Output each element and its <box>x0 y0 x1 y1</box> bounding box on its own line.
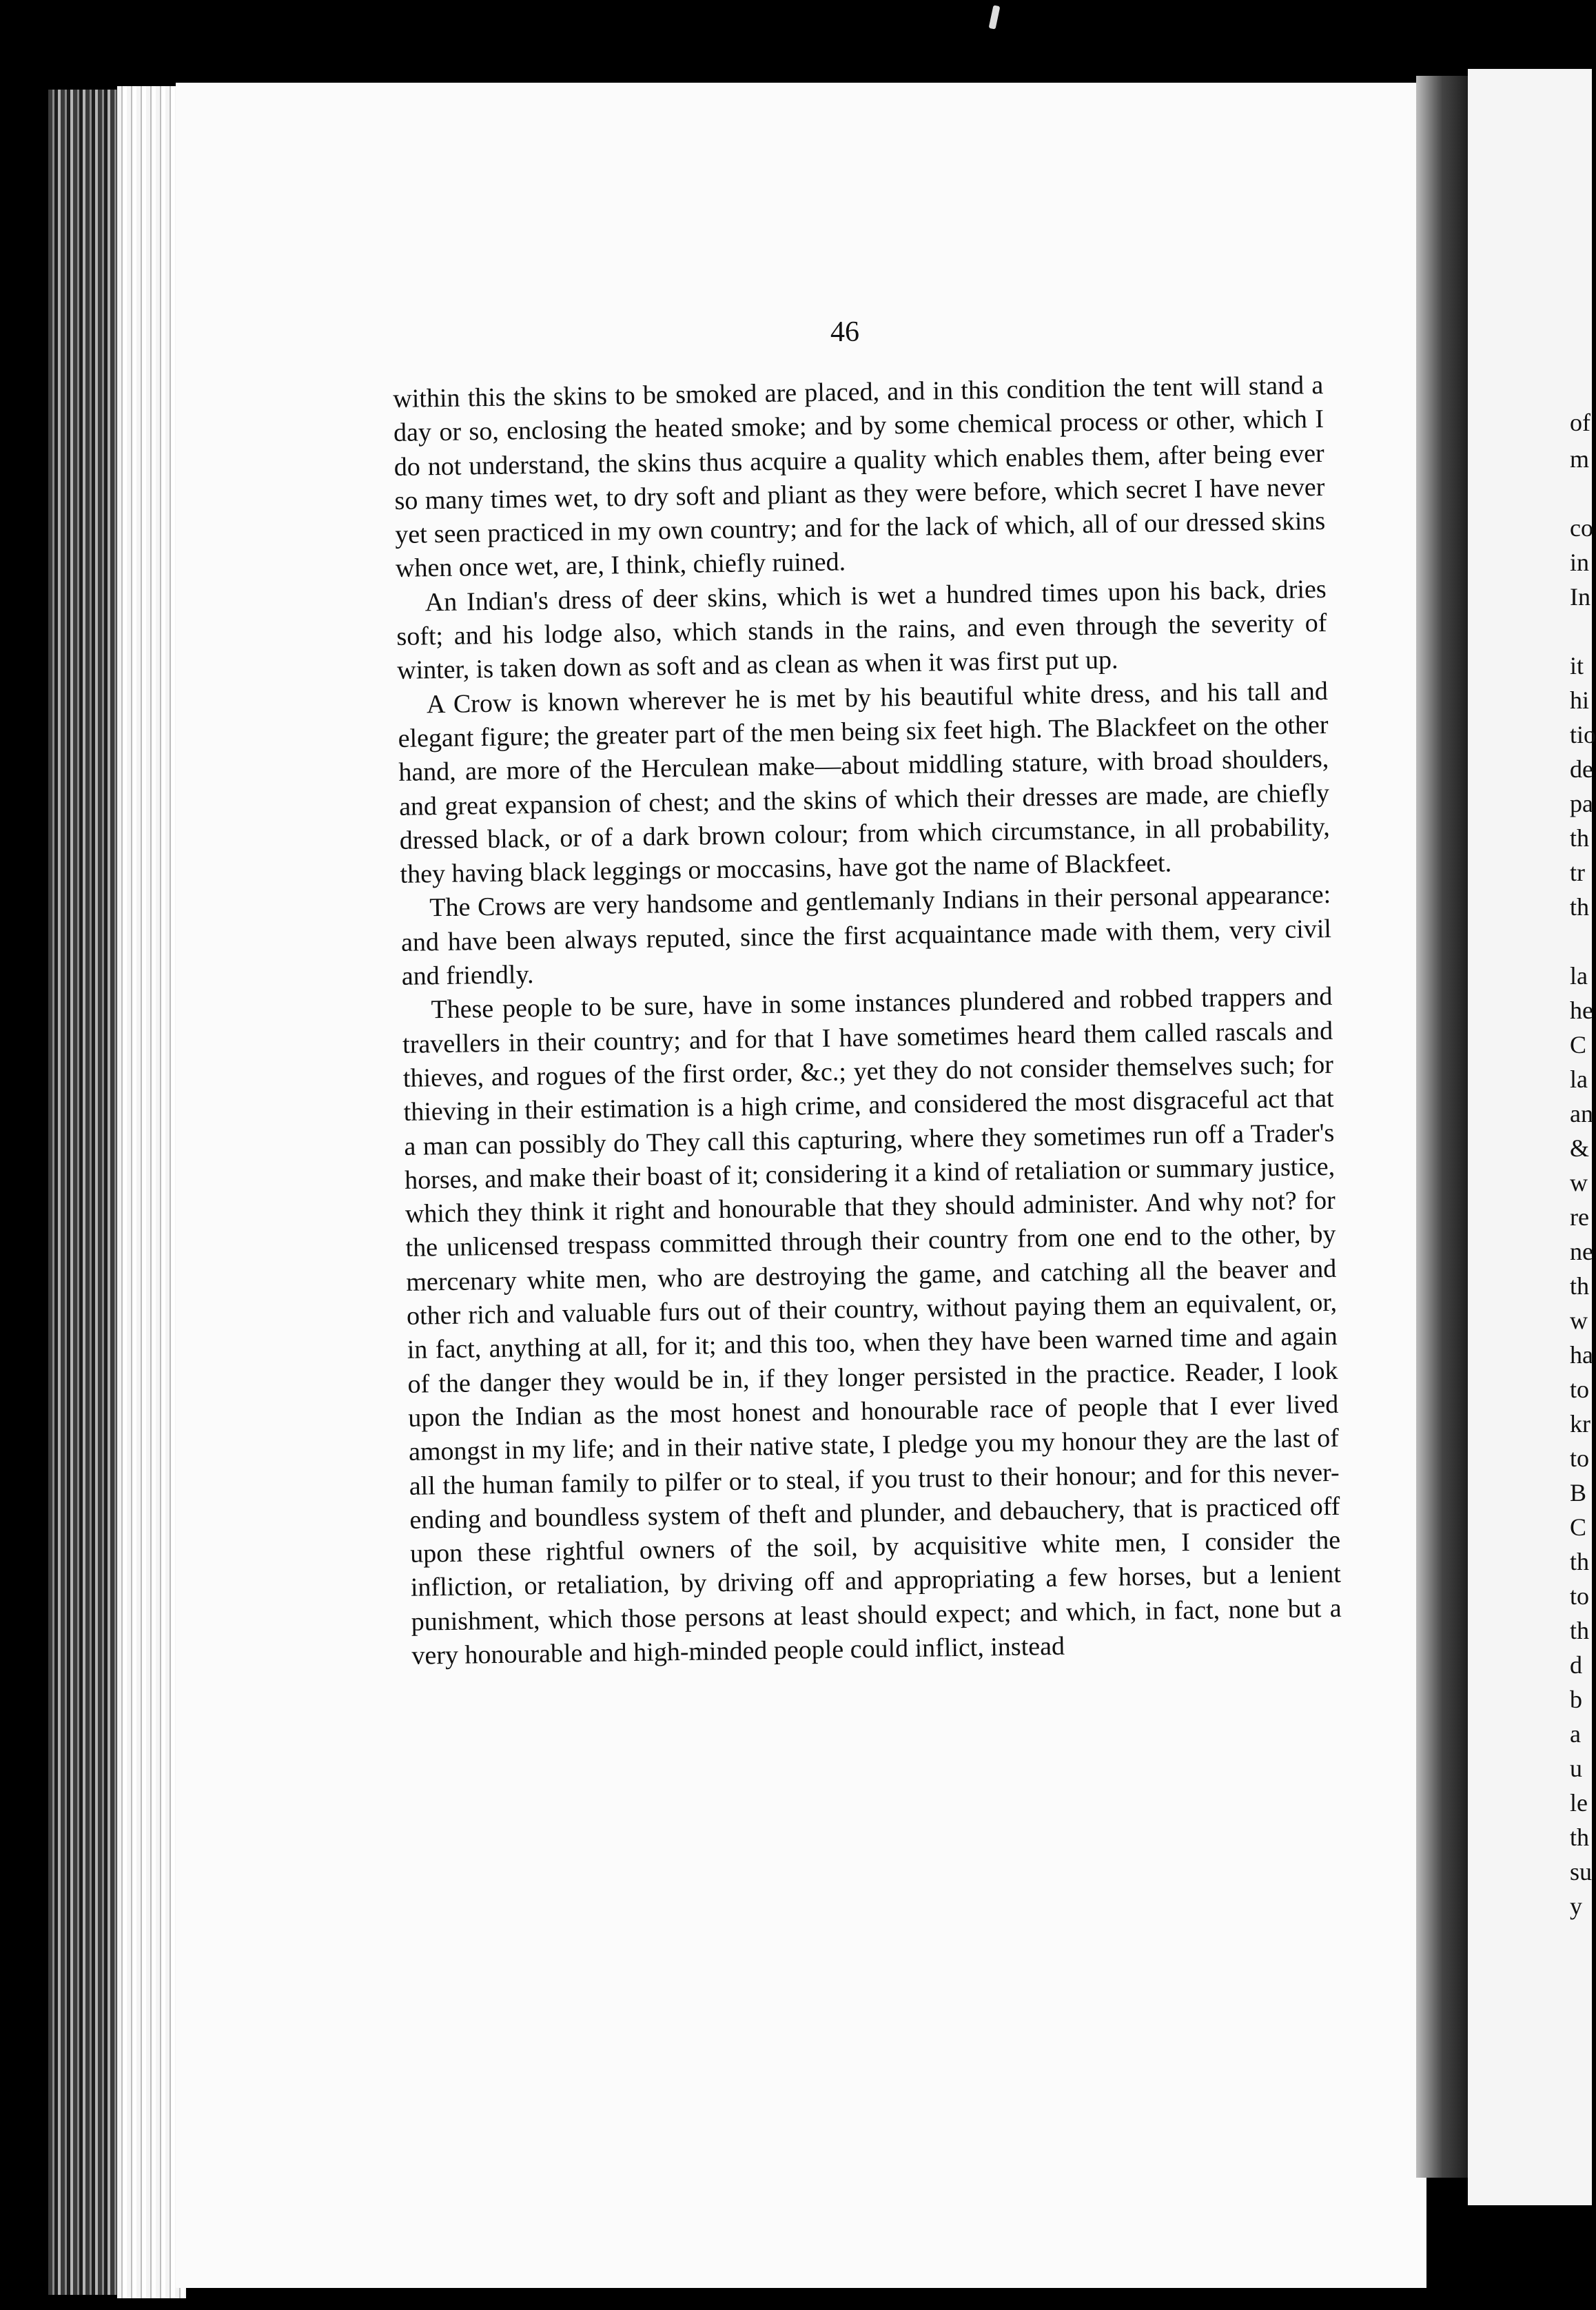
facing-page-fragment: kr <box>1570 1410 1590 1438</box>
book-gutter <box>1416 76 1475 2178</box>
facing-page-fragment: su <box>1570 1858 1593 1885</box>
page-body <box>393 369 1342 1673</box>
facing-page-fragment: C <box>1570 1513 1587 1541</box>
facing-page-fragment: d <box>1570 1651 1582 1679</box>
facing-page-fragment: y <box>1570 1892 1582 1920</box>
facing-page-fragment: to <box>1570 1444 1590 1472</box>
facing-page-fragment: In <box>1570 583 1590 611</box>
facing-page-fragment: B <box>1570 1479 1587 1506</box>
facing-page-fragment: in <box>1570 549 1590 576</box>
facing-page-fragment: an <box>1570 1100 1593 1127</box>
facing-page-fragment: it <box>1570 652 1584 679</box>
paragraph-4: The Crows are very handsome and gentlemanly Indians in their personal appearance: and have been always reputed, since the first acquaintance made with them, very civil and friendly. <box>400 880 1332 991</box>
facing-page-fragment: w <box>1570 1169 1588 1196</box>
paragraph-1: within this the skins to be smoked are placed, and in this condition the tent will stand a day or so, enclosing the heated smoke; and by some chemical process or other, which I do not understand, the skins thus acquire a quality which enables them, after being ever so many times wet, to dry soft and pliant as they were before, which secret I have never yet seen practiced in my own country; and for the lack of which, all of our dressed skins when once wet, are, I think, chiefly ruined. <box>393 370 1326 584</box>
facing-page-fragment: of <box>1570 409 1590 436</box>
paragraph-2: An Indian's dress of deer skins, which is wet a hundred times upon his back, dries soft; and his lodge also, which stands in the rains, and even through the severity of winter, is taken down as soft and as clean as when it was first put up. <box>396 574 1327 686</box>
page-number: 46 <box>830 316 859 348</box>
facing-page-fragment: ha <box>1570 1341 1593 1369</box>
facing-page-fragment: to <box>1570 1582 1590 1610</box>
facing-page-fragment: th <box>1570 824 1590 852</box>
facing-page-fragment: th <box>1570 1823 1590 1851</box>
facing-page-fragment: th <box>1570 1548 1590 1575</box>
facing-page-fragment: co <box>1570 514 1593 542</box>
top-edge-mark <box>989 5 1001 29</box>
facing-page-fragment: la <box>1570 1065 1588 1093</box>
facing-page-fragment: hi <box>1570 686 1590 714</box>
facing-page-fragment: b <box>1570 1686 1582 1713</box>
facing-page-fragment: tr <box>1570 859 1585 886</box>
facing-page-fragment: le <box>1570 1789 1588 1817</box>
paragraph-3: A Crow is known wherever he is met by his beautiful white dress, and his tall and elegant figure; the greater part of the men being six feet high. The Blackfeet on the other hand, are more of the Herculean make—about middling stature, with broad shoulders, and great expansion of chest; and the skins of which their dresses are made, are chiefly dressed black, or of a dark brown colour; from which circumstance, in all probability, they having black leggings or moccasins, have got the name of Blackfeet. <box>398 676 1331 890</box>
facing-page-fragment: m <box>1570 445 1590 473</box>
facing-page-fragment: tio <box>1570 721 1596 748</box>
facing-page-fragment: ne <box>1570 1238 1593 1265</box>
facing-page-fragment: C <box>1570 1031 1587 1059</box>
facing-page-fragment: a <box>1570 1720 1581 1748</box>
facing-page-fragment: he <box>1570 996 1593 1024</box>
paragraph-5: These people to be sure, have in some instances plundered and robbed trappers and travellers in their country; and for that I have sometimes heard them called rascals and thieves, and rogues of the first order, &c.; yet they do not consider themselves such; for thieving in their estimation is a high crime, and considered the most disgraceful act that a man can possibly do They call this capturing, where they sometimes run off a Trader's horses, and make their boast of it; considering it a kind of retaliation or summary justice, which they think it right and honourable that they should administer. And why not? for the unlicensed trespass committed through their country from one end to the other, by mercenary white men, who are destroying the game, and catching all the beaver and other rich and valuable furs out of their country, without paying them an equivalent, or, in fact, anything at all, for it; and this too, when they have been warned time and again of the danger they would be in, if they longer persisted in the practice. Reader, I look upon the Indian as the most honest and honourable race of people that I ever lived amongst in my life; and in their native state, I pledge you my honour they are the last of all the human family to pilfer or to steal, if you trust to their honour; and for this never-ending and boundless system of theft and plunder, and debauchery, that is practiced off upon these rightful owners of the soil, by acquisitive white men, I consider the infliction, or retaliation, by driving off and appropriating a few horses, but a lenient punishment, which those persons at least should expect; and which, in fact, none but a very honourable and high-minded people could inflict, instead <box>402 982 1342 1670</box>
facing-page-fragment: & <box>1570 1134 1590 1162</box>
facing-page-fragment: th <box>1570 893 1590 921</box>
facing-page-fragment: de <box>1570 755 1593 783</box>
facing-page-fragment: to <box>1570 1376 1590 1403</box>
facing-page-fragment: la <box>1570 962 1588 990</box>
facing-page-fragment: w <box>1570 1307 1588 1334</box>
facing-page <box>1468 69 1596 2205</box>
facing-page-fragment: th <box>1570 1272 1590 1300</box>
facing-page-fragment: pa <box>1570 790 1593 817</box>
facing-page-fragment: re <box>1570 1203 1589 1231</box>
facing-page-fragment: u <box>1570 1755 1582 1782</box>
facing-page-fragment: th <box>1570 1617 1590 1644</box>
